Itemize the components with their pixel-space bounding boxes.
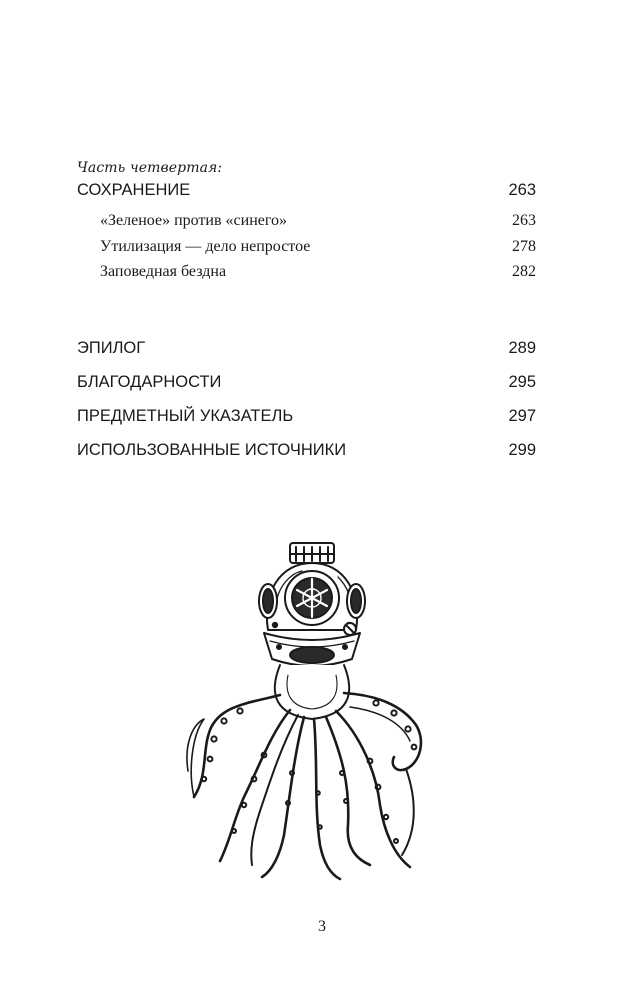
toc-entry-chapter[interactable]: [100, 263, 536, 281]
toc-entry-title: ИСПОЛЬЗОВАННЫЕ ИСТОЧНИКИ: [77, 441, 347, 459]
toc-entry-page: 278: [512, 238, 536, 255]
part-label: Часть четвертая:: [77, 160, 223, 176]
toc-entry-page: 282: [512, 263, 536, 280]
toc-entry-page: 295: [508, 373, 536, 391]
toc-entry-page: 289: [508, 339, 536, 357]
toc-entry-title: БЛАГОДАРНОСТИ: [77, 373, 222, 391]
page-number: 3: [318, 918, 326, 935]
toc-entry-chapter[interactable]: [100, 212, 536, 230]
toc-entry-acknowledgements[interactable]: [77, 373, 536, 392]
toc-entry-title: Заповедная бездна: [100, 263, 227, 280]
toc-entry-part-title[interactable]: [77, 181, 536, 200]
toc-entry-page: 297: [508, 407, 536, 425]
toc-entry-sources[interactable]: [77, 441, 536, 460]
toc-entry-epilogue[interactable]: [77, 339, 536, 358]
toc-entry-index[interactable]: [77, 407, 536, 426]
toc-entry-page: 263: [508, 181, 536, 199]
toc-entry-title: «Зеленое» против «синего»: [100, 212, 288, 229]
toc-entry-title: ЭПИЛОГ: [77, 339, 146, 357]
toc-entry-page: 299: [508, 441, 536, 459]
octopus-diving-helmet-icon: [180, 535, 440, 895]
toc-entry-page: 263: [512, 212, 536, 229]
toc-entry-chapter[interactable]: [100, 238, 536, 256]
toc-entry-title: ПРЕДМЕТНЫЙ УКАЗАТЕЛЬ: [77, 407, 294, 425]
toc-entry-title: Утилизация — дело непростое: [100, 238, 311, 255]
toc-entry-title: СОХРАНЕНИЕ: [77, 181, 191, 199]
